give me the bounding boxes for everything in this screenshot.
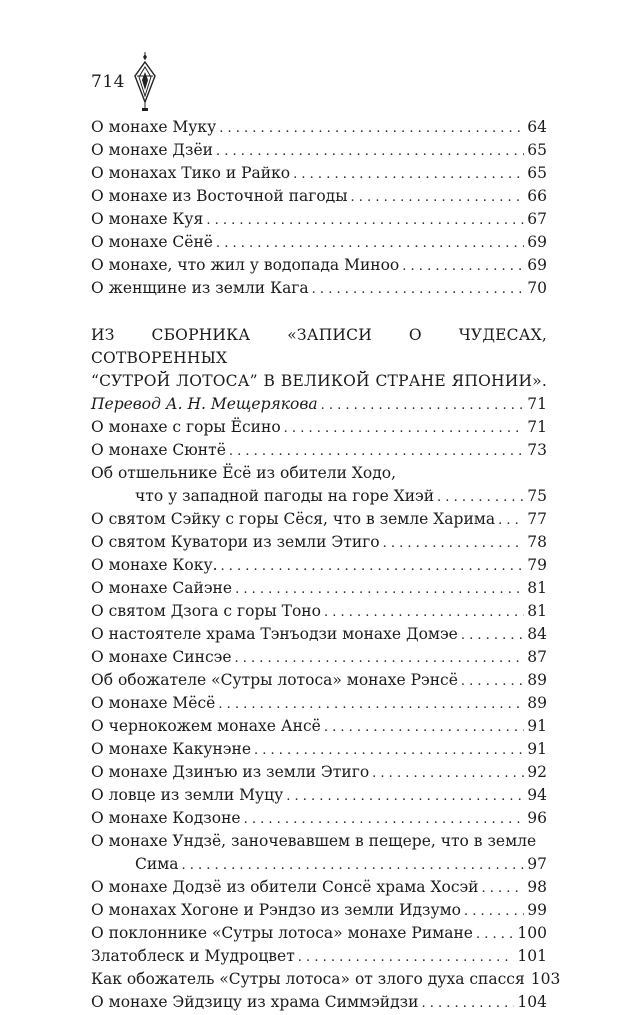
toc-title: О монахах Тико и Райко [91,164,291,182]
toc-entry[interactable] [91,139,547,162]
lantern-icon [132,50,158,114]
toc-page: 100 [517,924,547,942]
toc-page: 71 [527,395,547,413]
toc-entry[interactable] [91,922,547,945]
toc-title: О монахе Муку [91,118,217,136]
section-heading-line: “СУТРОЙ ЛОТОСА” В ВЕЛИКОЙ СТРАНЕ ЯПОНИИ». [91,372,547,390]
toc-title: О монахе Додзё из обители Сонсё храма Хосэй [91,878,479,896]
toc-entry[interactable] [91,254,547,277]
toc-page: 81 [527,602,547,620]
toc-title: О монахе Мёсё [91,694,216,712]
toc-entry[interactable] [91,991,547,1014]
toc-page: 99 [527,901,547,919]
toc-page: 103 [530,970,561,988]
toc-title-continued: Сима [135,855,179,873]
page-number: 714 [91,72,125,92]
toc-entry[interactable] [91,277,547,300]
toc-title: О святом Куватори из земли Этиго [91,533,380,551]
section-heading-line: ИЗ СБОРНИКА «ЗАПИСИ О ЧУДЕСАХ, СОТВОРЕННЫХ [91,326,547,367]
section-heading [91,324,547,393]
toc-title: О святом Сэйку с горы Сёся, что в земле Харима [91,510,496,528]
toc-entry[interactable] [91,508,547,531]
toc-entry[interactable] [91,945,547,968]
toc-entry[interactable] [91,669,547,692]
toc-page: 97 [527,855,547,873]
toc-page: 91 [527,717,547,735]
toc-page: 79 [527,556,547,574]
toc-title: О монахе из Восточной пагоды [91,187,348,205]
toc-entry[interactable] [91,623,547,646]
toc-title: О монахе Коку. [91,556,218,574]
toc-title: О монахе Дзинъю из земли Этиго [91,763,370,781]
toc-title-continued: что у западной пагоды на горе Хиэй [135,487,435,505]
toc-entry[interactable] [91,853,547,876]
toc-entry[interactable] [91,554,547,577]
toc-title: О ловце из земли Муцу [91,786,284,804]
toc-title: О святом Дзога с горы Тоно [91,602,321,620]
toc-title: О настоятеле храма Тэнъодзи монахе Домэе [91,625,458,643]
toc-page: 78 [527,533,547,551]
toc-title: О монахах Хогоне и Рэндзо из земли Идзумо [91,901,461,919]
toc-entry[interactable] [91,715,547,738]
toc-title: О поклоннике «Сутры лотоса» монахе Римане [91,924,473,942]
toc-title: О монахе, что жил у водопада Миноо [91,256,400,274]
toc-entry[interactable] [91,738,547,761]
toc-page: 87 [527,648,547,666]
toc-title: О монахе Сёнё [91,233,213,251]
toc-page: 69 [527,256,547,274]
toc-title: О монахе Дзёи [91,141,213,159]
toc-title: Как обожатель «Сутры лотоса» от злого духа спасся [91,970,525,988]
toc-title: О монахе Сюнтё [91,441,226,459]
toc-title: О чернокожем монахе Ансё [91,717,321,735]
toc-entry[interactable] [91,208,547,231]
translator-entry[interactable] [91,393,547,416]
toc-entry-line[interactable] [91,830,547,853]
toc-page: 92 [527,763,547,781]
toc-page: 94 [527,786,547,804]
toc-entry-line[interactable] [91,462,547,485]
toc-entry[interactable] [91,531,547,554]
toc-title: О монахе с горы Ёсино [91,418,281,436]
toc-title: Об обожателе «Сутры лотоса» монахе Рэнсё [91,671,458,689]
toc-entry[interactable] [91,784,547,807]
toc-entry[interactable] [91,185,547,208]
toc-title: О монахе Эйдзицу из храма Симмэйдзи [91,993,419,1011]
toc-entry[interactable] [91,968,561,991]
toc-page: 64 [527,118,547,136]
toc-entry[interactable] [91,899,547,922]
toc-page: 67 [527,210,547,228]
toc-entry[interactable] [91,692,547,715]
translator-credit: Перевод А. Н. Мещерякова [91,395,318,413]
toc-entry[interactable] [91,485,547,508]
toc-title: О монахе Какунэне [91,740,251,758]
toc-entry[interactable] [91,761,547,784]
toc-page: 65 [527,141,547,159]
toc-entry[interactable] [91,876,547,899]
toc-entry[interactable] [91,577,547,600]
toc-entry[interactable] [91,439,547,462]
toc-entry[interactable] [91,807,547,830]
toc-page: 73 [527,441,547,459]
toc-page: 104 [517,993,547,1011]
toc-title: О монахе Сайэне [91,579,233,597]
toc-title: О монахе Ундзё, заночевавшем в пещере, что в земле [91,832,537,850]
toc-page: 70 [527,279,547,297]
toc-entry[interactable] [91,646,547,669]
toc-title: Златоблеск и Мудроцвет [91,947,295,965]
toc-title: О монахе Синсэе [91,648,232,666]
toc-title: О женщине из земли Кага [91,279,309,297]
toc-entry[interactable] [91,416,547,439]
toc-page: 81 [527,579,547,597]
toc-page: 98 [527,878,547,896]
toc-page: 65 [527,164,547,182]
toc-page: 75 [527,487,547,505]
toc-page: 101 [517,947,547,965]
toc-entry[interactable] [91,600,547,623]
toc-page: 89 [527,671,547,689]
toc-page: 66 [527,187,547,205]
toc-title: Об отшельнике Ёсё из обители Ходо, [91,464,397,482]
toc-page: 84 [527,625,547,643]
toc-page: 89 [527,694,547,712]
table-of-contents [91,116,561,1014]
toc-entry[interactable] [91,231,547,254]
toc-page: 77 [527,510,547,528]
toc-page: 71 [527,418,547,436]
toc-title: О монахе Кодзоне [91,809,241,827]
toc-entry[interactable] [91,116,547,139]
toc-entry[interactable] [91,162,547,185]
toc-page: 91 [527,740,547,758]
toc-page: 69 [527,233,547,251]
toc-title: О монахе Куя [91,210,204,228]
toc-page: 96 [527,809,547,827]
